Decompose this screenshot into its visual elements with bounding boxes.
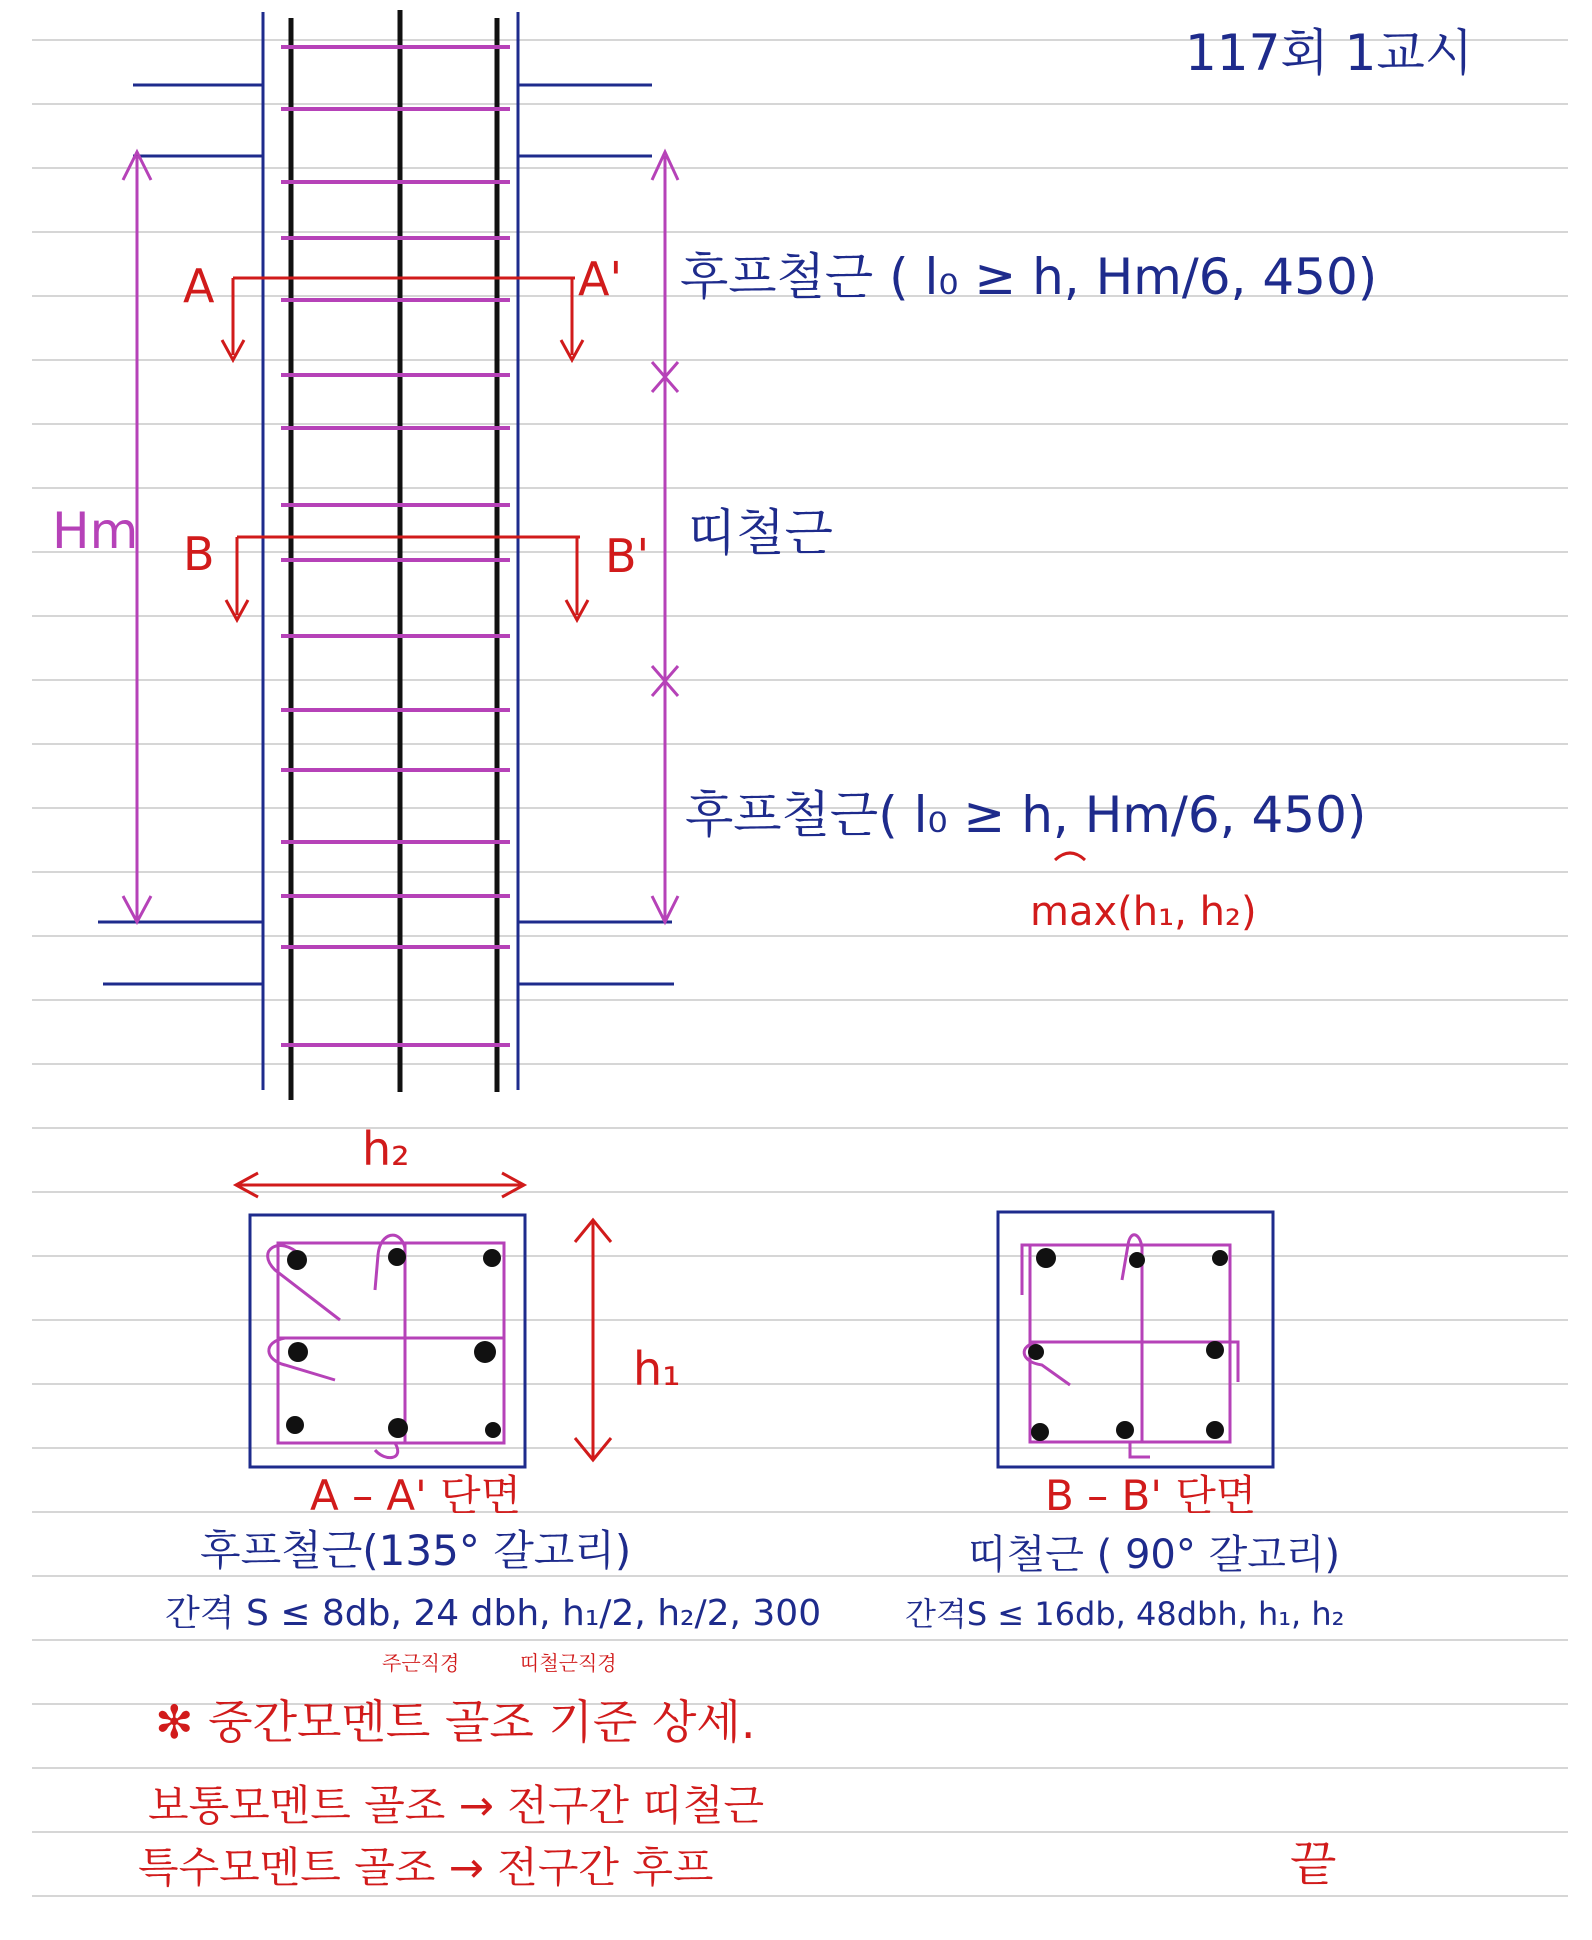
section-a-bar bbox=[485, 1422, 501, 1438]
section-b-bar bbox=[1036, 1248, 1056, 1268]
section-a-bar bbox=[288, 1342, 308, 1362]
section-b-bar bbox=[1206, 1341, 1224, 1359]
section-b-spacing-rule: 간격S ≤ 16db, 48dbh, h₁, h₂ bbox=[905, 1595, 1345, 1633]
h2-label: h₂ bbox=[362, 1122, 410, 1176]
h-underline-mark bbox=[1055, 853, 1085, 860]
h-definition: max(h₁, h₂) bbox=[1030, 889, 1257, 935]
section-a-hook-bottom bbox=[375, 1443, 398, 1458]
section-a-bar bbox=[483, 1249, 501, 1267]
section-a-bar bbox=[474, 1341, 496, 1363]
section-b-bar bbox=[1116, 1421, 1134, 1439]
section-b-tie-type: 띠철근 ( 90° 갈고리) bbox=[968, 1532, 1341, 1578]
top-zone-note: 후프철근 ( l₀ ≥ h, Hm/6, 450) bbox=[680, 248, 1378, 306]
section-a-right-label: A' bbox=[578, 252, 623, 306]
note-dbh: 띠철근직경 bbox=[520, 1651, 617, 1675]
h1-label: h₁ bbox=[633, 1342, 681, 1396]
section-b-left-label: B bbox=[183, 527, 215, 581]
tie-bars bbox=[281, 47, 510, 1045]
section-b-bar bbox=[1212, 1250, 1228, 1266]
end-mark: 끝 bbox=[1290, 1836, 1337, 1892]
notes-heading: ✻ 중간모멘트 골조 기준 상세. bbox=[155, 1695, 756, 1749]
section-a-hoop bbox=[278, 1243, 504, 1443]
section-a-bar bbox=[388, 1418, 408, 1438]
bottom-zone-note: 후프철근( l₀ ≥ h, Hm/6, 450) bbox=[685, 786, 1367, 844]
notes-line-1: 보통모멘트 골조 → 전구간 띠철근 bbox=[148, 1781, 765, 1830]
section-b-hook-90-bottom bbox=[1130, 1442, 1150, 1457]
section-b-bar bbox=[1129, 1252, 1145, 1268]
section-a-spacing-rule: 간격 S ≤ 8db, 24 dbh, h₁/2, h₂/2, 300 bbox=[165, 1593, 822, 1634]
section-a-title: A – A' 단면 bbox=[310, 1471, 522, 1520]
section-a-bar bbox=[287, 1250, 307, 1270]
section-a-left-label: A bbox=[183, 259, 215, 313]
section-b-bar bbox=[1206, 1421, 1224, 1439]
middle-zone-note: 띠철근 bbox=[688, 504, 833, 562]
section-b-bar bbox=[1031, 1423, 1049, 1441]
section-b-drawing bbox=[998, 1212, 1273, 1467]
section-a-bar bbox=[388, 1248, 406, 1266]
section-a-drawing bbox=[236, 1122, 681, 1467]
section-a-tie-type: 후프철근(135° 갈고리) bbox=[200, 1526, 632, 1575]
section-b-title: B – B' 단면 bbox=[1045, 1471, 1257, 1520]
notes-line-2: 특수모멘트 골조 → 전구간 후프 bbox=[138, 1843, 714, 1892]
section-b-bar bbox=[1028, 1344, 1044, 1360]
section-a-bar bbox=[286, 1416, 304, 1434]
section-b-right-label: B' bbox=[605, 529, 650, 583]
hm-label: Hm bbox=[52, 502, 139, 560]
note-db: 주근직경 bbox=[382, 1651, 460, 1675]
page-title: 117회 1교시 bbox=[1185, 24, 1474, 82]
